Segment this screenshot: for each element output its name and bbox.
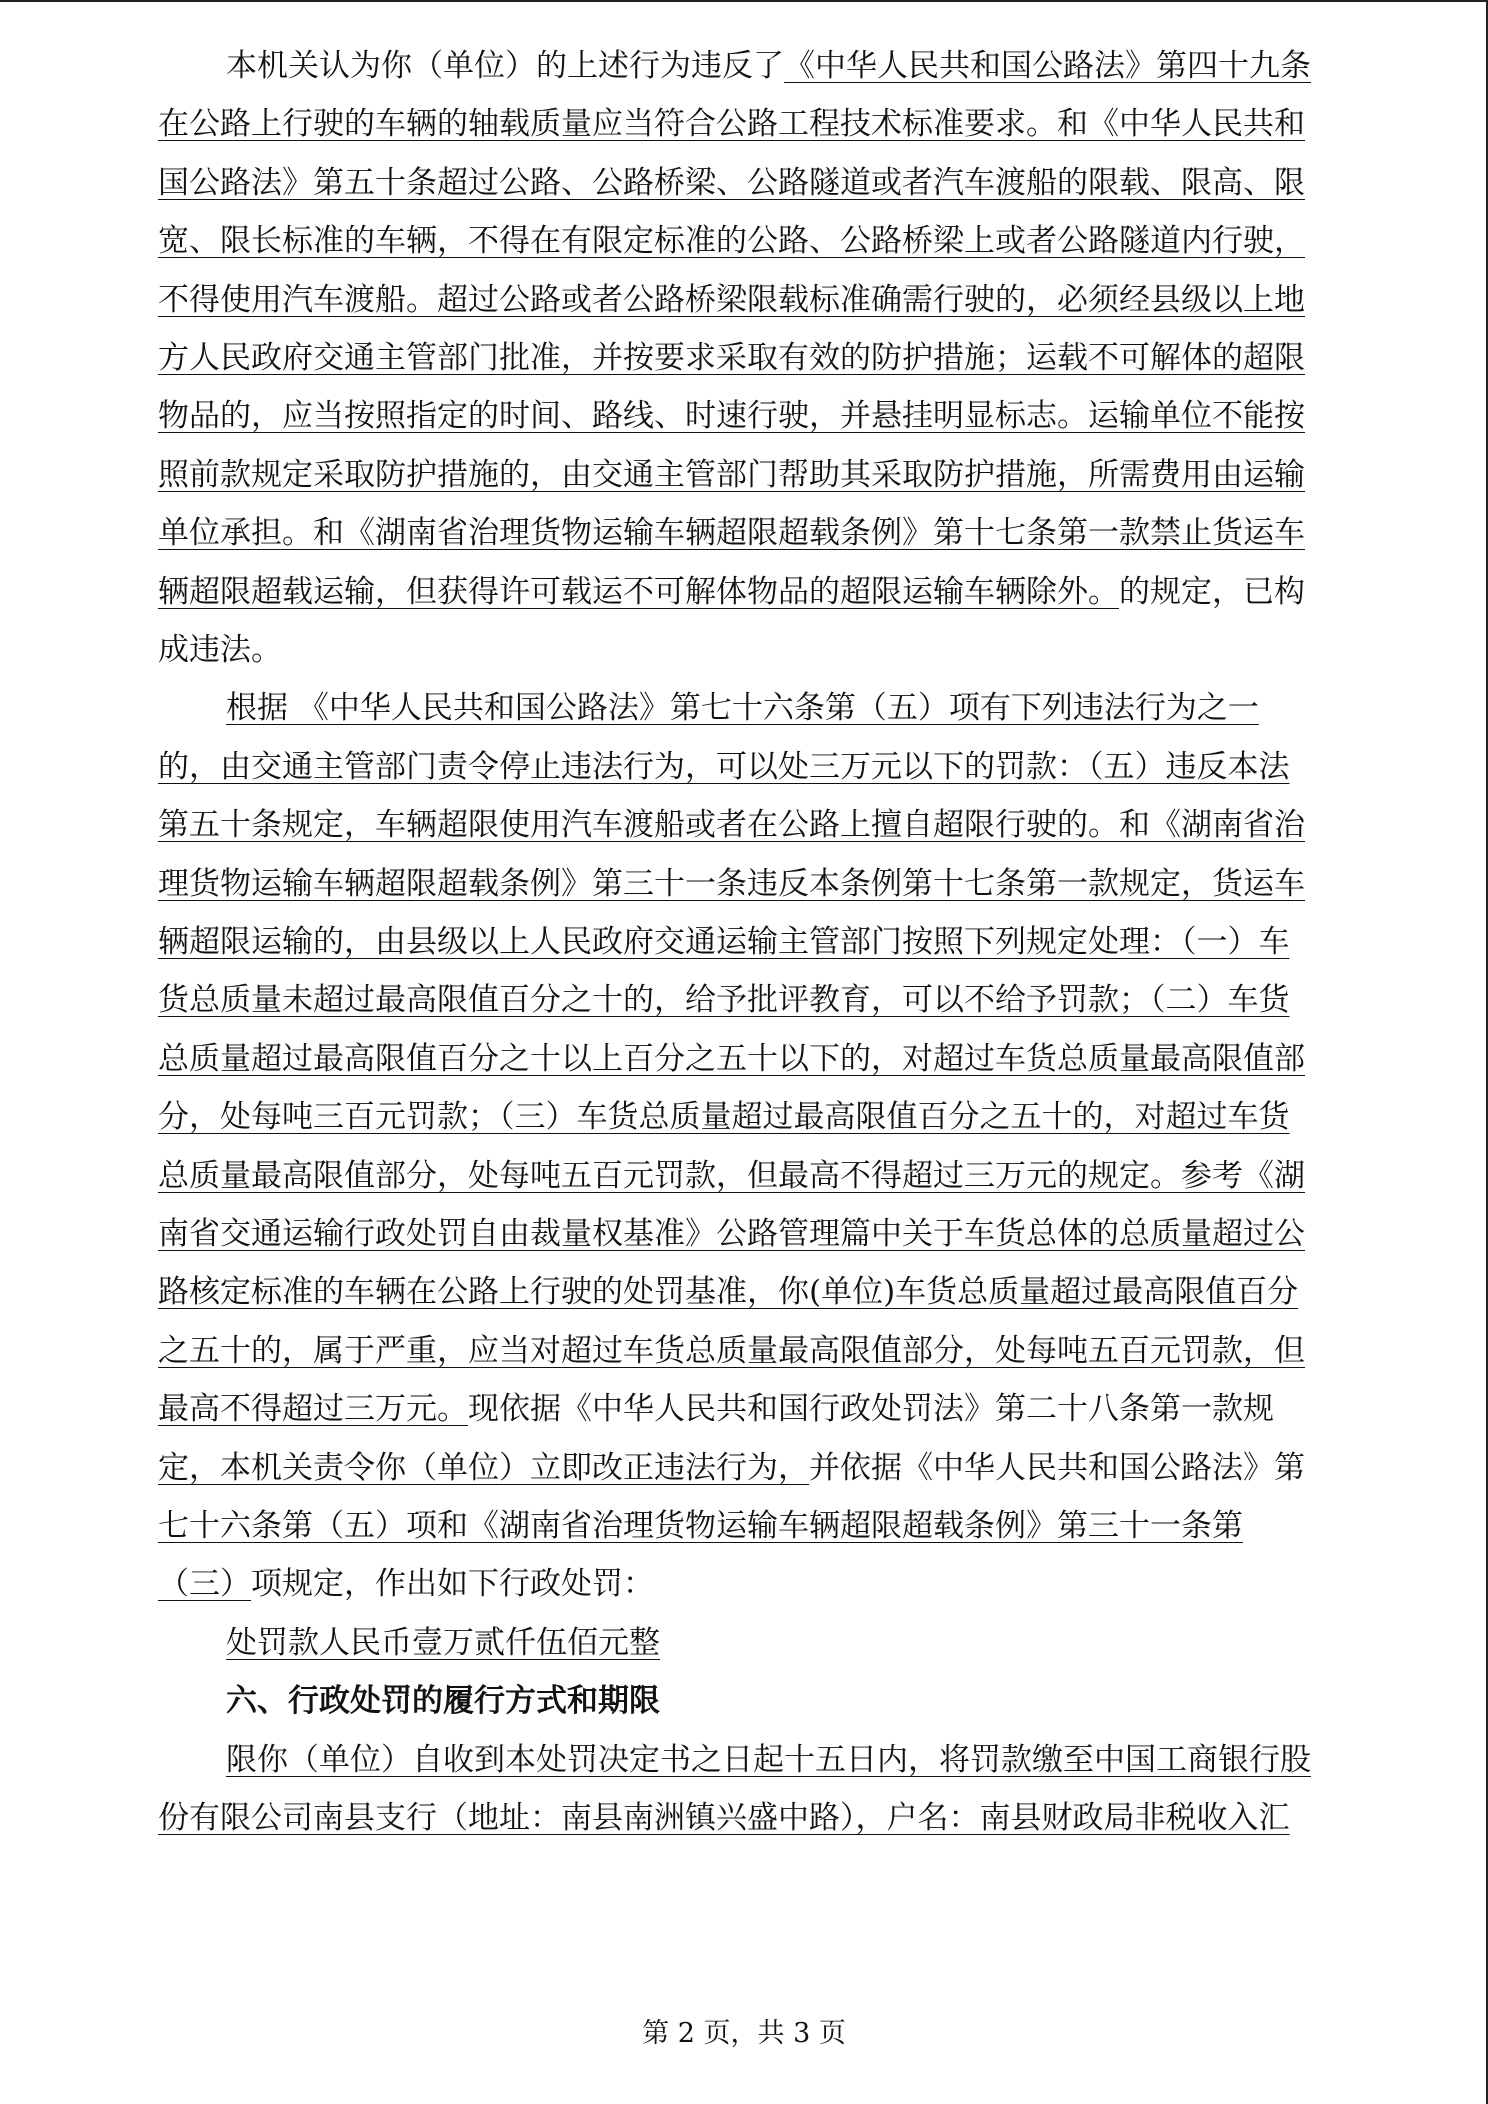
paragraph-2-line: [158, 1272, 1298, 1312]
paragraph-2-line: [158, 1564, 654, 1604]
paragraph-3-line: [226, 1740, 1311, 1780]
underlined-text: 辆超限运输的，由县级以上人民政府交通运输主管部门按照下列规定处理：（一）车: [158, 924, 1290, 960]
paragraph-1-line: [158, 104, 1305, 144]
plain-text: 成违法。: [158, 632, 282, 668]
plain-text: 并依据《中华人民共和国公路法》第: [809, 1449, 1305, 1486]
underlined-text: 根据 《中华人民共和国公路法》第七十六条第（五）项有下列违法行为之一: [226, 690, 1259, 727]
underlined-text: 照前款规定采取防护措施的，由交通主管部门帮助其采取防护措施，所需费用由运输: [158, 456, 1305, 493]
paragraph-2-line: [226, 688, 1259, 728]
underlined-text: （三）: [158, 1566, 251, 1603]
underlined-text: 限你（单位）自收到本处罚决定书之日起十五日内，将罚款缴至中国工商银行股: [226, 1741, 1311, 1778]
underlined-text: 总质量最高限值部分，处每吨五百元罚款，但最高不得超过三万元的规定。参考《湖: [158, 1157, 1305, 1194]
paragraph-2-line: [158, 1448, 1305, 1488]
paragraph-1-line: [158, 163, 1305, 203]
paragraph-1-line: [158, 630, 282, 670]
plain-text: 现依据《中华人民共和国行政处罚法》第二十八条第一款规: [468, 1391, 1274, 1428]
underlined-text: 的，由交通主管部门责令停止违法行为，可以处三万元以下的罚款：（五）违反本法: [158, 748, 1290, 785]
paragraph-1-line: [158, 513, 1305, 553]
paragraph-1-line: [226, 46, 1311, 86]
paragraph-1-line: [158, 455, 1305, 495]
page-border-top: [0, 0, 1488, 2]
underlined-text: 国公路法》第五十条超过公路、公路桥梁、公路隧道或者汽车渡船的限载、限高、限: [158, 164, 1305, 201]
underlined-text: 路核定标准的车辆在公路上行驶的处罚基准，你(单位)车货总质量超过最高限值百分: [158, 1274, 1299, 1311]
underlined-text: 辆超限超载运输，但获得许可载运不可解体物品的超限运输车辆除外。: [158, 573, 1119, 610]
underlined-text: 定，本机关责令你（单位）立即改正违法行为，: [158, 1449, 809, 1486]
paragraph-2-line: [158, 1506, 1243, 1546]
paragraph-1-line: [158, 572, 1305, 612]
paragraph-1-line: [158, 280, 1305, 320]
underlined-text: 分，处每吨三百元罚款；（三）车货总质量超过最高限值百分之五十的，对超过车货: [158, 1099, 1290, 1136]
underlined-text: 在公路上行驶的车辆的轴载质量应当符合公路工程技术标准要求。和《中华人民共和: [158, 106, 1305, 143]
paragraph-2-line: [158, 922, 1290, 962]
underlined-text: 最高不得超过三万元。: [158, 1391, 468, 1428]
paragraph-2-line: [158, 980, 1290, 1020]
underlined-text: 宽、限长标准的车辆，不得在有限定标准的公路、公路桥梁上或者公路隧道内行驶，: [158, 223, 1305, 260]
underlined-text: 《中华人民共和国公路法》第四十九条: [784, 48, 1311, 84]
underlined-text: 南省交通运输行政处罚自由裁量权基准》公路管理篇中关于车货总体的总质量超过公: [158, 1216, 1305, 1252]
paragraph-2-line: [158, 1156, 1305, 1196]
paragraph-3-line: [158, 1798, 1290, 1838]
paragraph-2-line: [158, 1214, 1305, 1254]
underlined-text: 总质量超过最高限值百分之十以上百分之五十以下的，对超过车货总质量最高限值部: [158, 1040, 1305, 1077]
underlined-text: 之五十的，属于严重，应当对超过车货总质量最高限值部分，处每吨五百元罚款，但: [158, 1332, 1305, 1369]
plain-text: 本机关认为你（单位）的上述行为违反了: [226, 48, 784, 84]
paragraph-2-line: [158, 1331, 1305, 1371]
underlined-text: 七十六条第（五）项和《湖南省治理货物运输车辆超限超载条例》第三十一条第: [158, 1508, 1243, 1544]
paragraph-2-line: [158, 1039, 1305, 1079]
paragraph-2-line: [158, 864, 1305, 904]
paragraph-2-line: [158, 1097, 1290, 1137]
paragraph-1-line: [158, 221, 1305, 261]
plain-text: 项规定，作出如下行政处罚：: [251, 1566, 654, 1603]
penalty-amount: 处罚款人民币壹万贰仟伍佰元整: [226, 1624, 660, 1661]
underlined-text: 方人民政府交通主管部门批准，并按要求采取有效的防护措施；运载不可解体的超限: [158, 340, 1305, 376]
underlined-text: 货总质量未超过最高限值百分之十的，给予批评教育，可以不给予罚款；（二）车货: [158, 982, 1290, 1019]
paragraph-1-line: [158, 338, 1305, 378]
paragraph-1-line: [158, 396, 1305, 436]
page-footer: 第 2 页，共 3 页: [642, 2018, 846, 2049]
underlined-text: 物品的，应当按照指定的时间、路线、时速行驶，并悬挂明显标志。运输单位不能按: [158, 398, 1305, 435]
paragraph-2-line: [158, 1389, 1274, 1429]
plain-text: 的规定，已构: [1119, 573, 1305, 610]
underlined-text: 理货物运输车辆超限超载条例》第三十一条违反本条例第十七条第一款规定，货运车: [158, 865, 1305, 902]
underlined-text: 第五十条规定，车辆超限使用汽车渡船或者在公路上擅自超限行驶的。和《湖南省治: [158, 807, 1305, 844]
underlined-text: 单位承担。和《湖南省治理货物运输车辆超限超载条例》第十七条第一款禁止货运车: [158, 515, 1305, 552]
underlined-text: 份有限公司南县支行（地址：南县南洲镇兴盛中路），户名：南县财政局非税收入汇: [158, 1800, 1290, 1836]
paragraph-2-line: [158, 747, 1290, 787]
paragraph-2-line: [158, 805, 1305, 845]
section-heading: 六、行政处罚的履行方式和期限: [226, 1683, 660, 1720]
underlined-text: 不得使用汽车渡船。超过公路或者公路桥梁限载标准确需行驶的，必须经县级以上地: [158, 281, 1305, 318]
